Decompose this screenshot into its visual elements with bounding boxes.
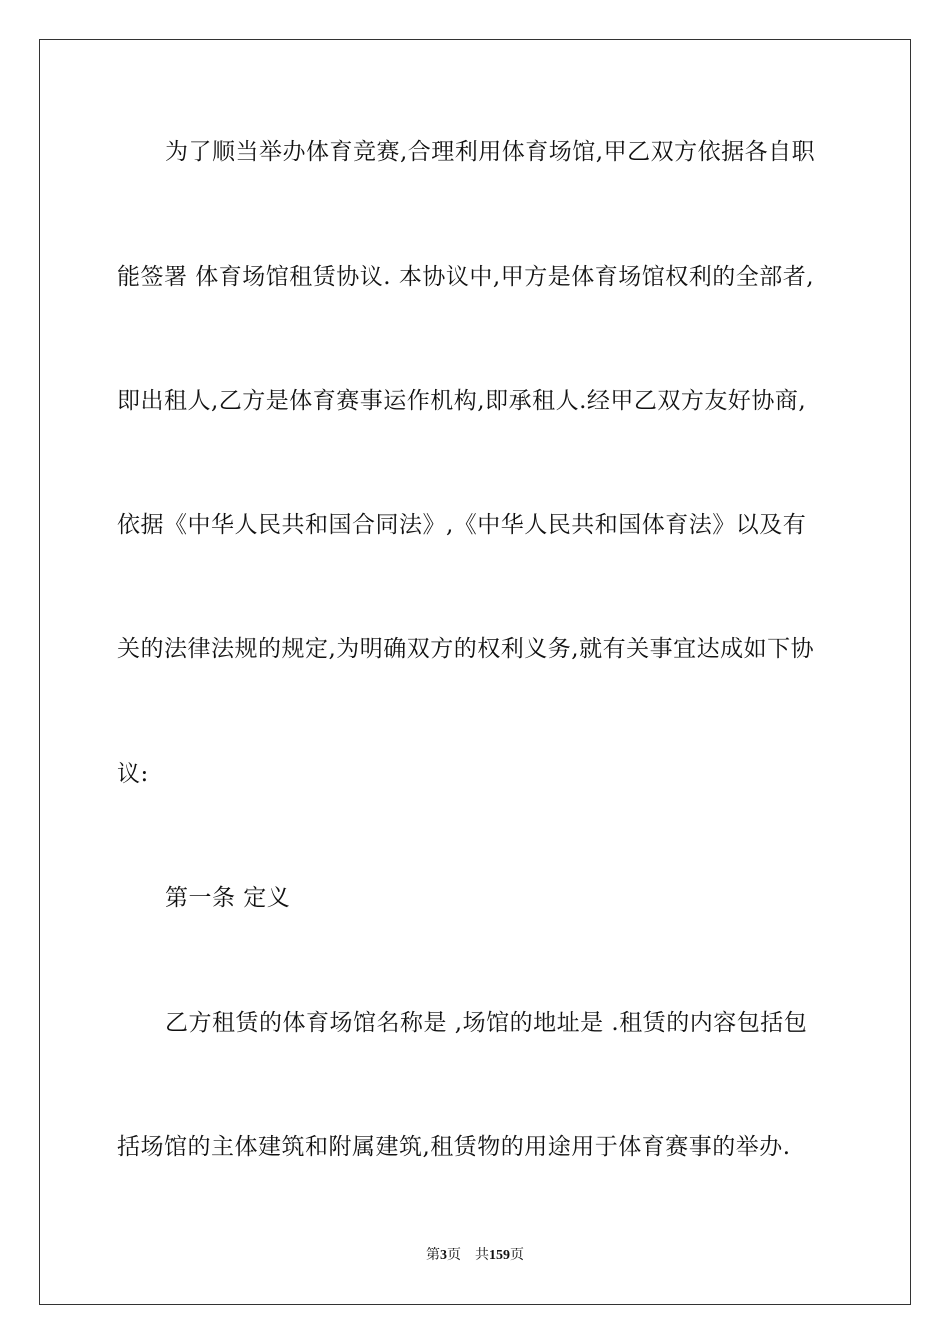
page-frame [39,39,911,1305]
footer-total-prefix: 共 [475,1248,489,1263]
paragraph-line-6: 议: [117,761,149,787]
footer-page-suffix: 页 [447,1248,461,1263]
footer-total-pages: 159 [489,1248,510,1263]
paragraph-line-2: 能签署 体育场馆租赁协议. 本协议中,甲方是体育场馆权利的全部者, [117,264,815,290]
footer-page-number: 3 [440,1248,447,1263]
footer-page-prefix: 第 [426,1248,440,1263]
paragraph-line-5: 关的法律法规的规定,为明确双方的权利义务,就有关事宜达成如下协 [117,636,815,662]
paragraph-line-3: 即出租人,乙方是体育赛事运作机构,即承租人.经甲乙双方友好协商, [117,388,807,414]
article-heading: 第一条 定义 [165,885,291,911]
paragraph-line-4: 依据《中华人民共和国合同法》,《中华人民共和国体育法》以及有 [117,512,807,538]
paragraph-line-7: 乙方租赁的体育场馆名称是 ,场馆的地址是 .租赁的内容包括包 [165,1010,808,1036]
paragraph-line-1: 为了顺当举办体育竞赛,合理利用体育场馆,甲乙双方依据各自职 [165,139,816,165]
footer-total-suffix: 页 [510,1248,524,1263]
paragraph-line-8: 括场馆的主体建筑和附属建筑,租赁物的用途用于体育赛事的举办. [117,1134,791,1160]
page-footer [0,1247,950,1265]
